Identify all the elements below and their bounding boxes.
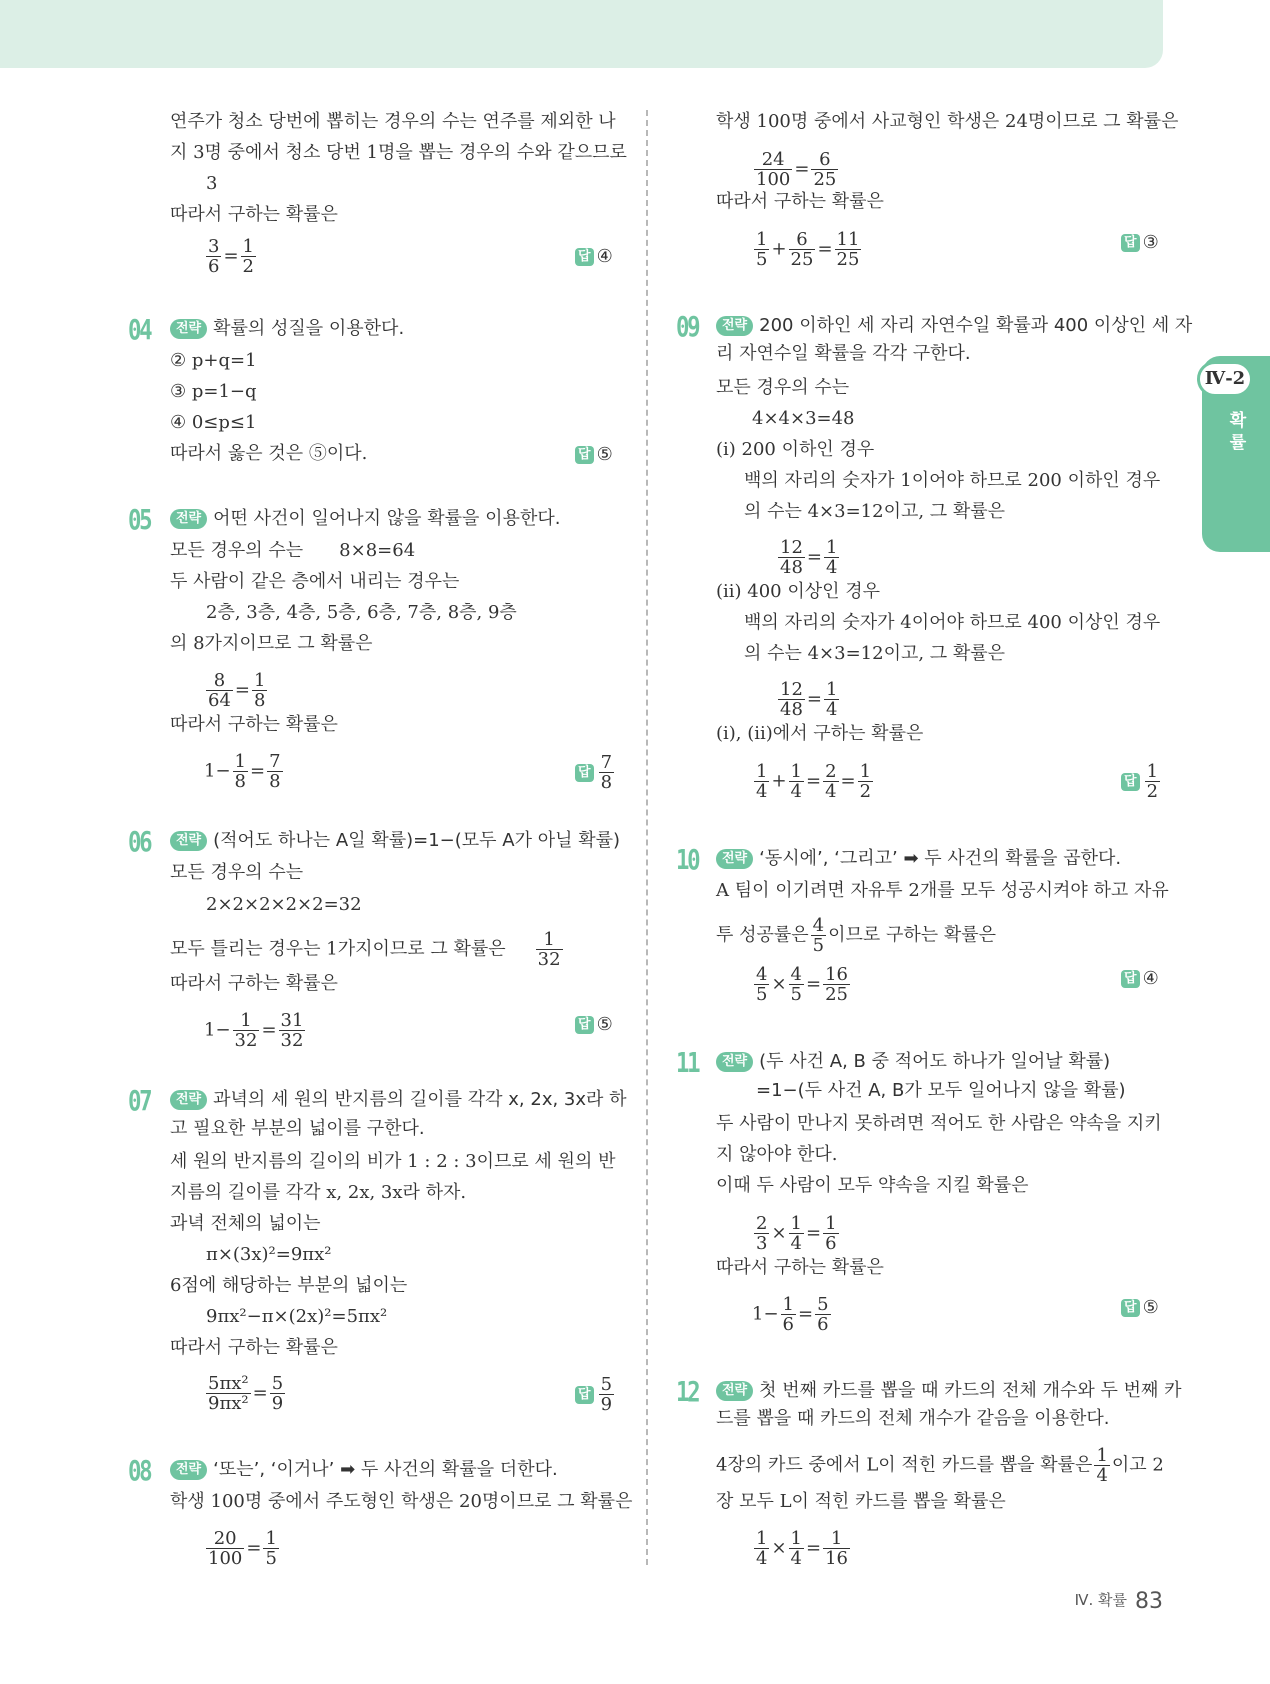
fraction: $\frac{1}{2}$ — [242, 236, 254, 277]
text-line: 따라서 옳은 것은 ⑤이다. — [170, 443, 368, 464]
strategy-line: 전략 첫 번째 카드를 뽑을 때 카드의 전체 개수와 두 번째 카 — [716, 1378, 1182, 1404]
answer — [575, 244, 613, 270]
text-line: 따라서 구하는 확률은 — [170, 204, 338, 225]
text-line: 세 원의 반지름의 길이의 비가 1 : 2 : 3이므로 세 원의 반 — [170, 1151, 616, 1172]
page-number: 83 — [1135, 1589, 1163, 1614]
text-line: 지 않아야 한다. — [716, 1144, 838, 1165]
strategy-badge: 전략 — [170, 319, 207, 339]
footer-section: Ⅳ. 확률 — [1074, 1591, 1127, 1609]
text-line: ④ 0≤p≤1 — [170, 412, 257, 433]
text-line: 의 수는 4×3=12이고, 그 확률은 — [744, 501, 1006, 522]
problem-number: 11 — [676, 1046, 699, 1079]
answer: 답 ⑤ — [575, 1012, 613, 1038]
text-line: 지름의 길이를 각각 x, 2x, 3x라 하자. — [170, 1182, 467, 1203]
equation: $\frac{24}{100}$ = $\frac{6}{25}$ — [756, 149, 837, 190]
text-line: (ⅰ), (ⅱ)에서 구하는 확률은 — [716, 723, 924, 744]
case-heading: (ⅰ) 200 이하인 경우 — [716, 439, 875, 460]
equation: 1− $\frac{1}{8}$ = $\frac{7}{8}$ — [204, 751, 281, 792]
answer: 답 ⑤ — [1121, 1295, 1159, 1321]
chapter-label: Ⅳ-2 — [1197, 361, 1253, 397]
text-line: A 팀이 이기려면 자유투 2개를 모두 성공시켜야 하고 자유 — [716, 880, 1169, 901]
equation: $\frac{\text{5πx²}}{\text{9πx²}}$ = $\frac{5}{9}$ — [208, 1373, 284, 1414]
equation: $\frac{2}{3}$ × $\frac{1}{4}$ = $\frac{1}{6}$ — [756, 1213, 837, 1254]
equation: $\frac{3}{6}$ = $\frac{1}{2}$ — [208, 236, 254, 277]
problem-number: 04 — [128, 313, 151, 346]
equation: 1− $\frac{1}{6}$ = $\frac{5}{6}$ — [752, 1294, 829, 1335]
strategy-line: 전략 ‘동시에’, ‘그리고’ ➡ 두 사건의 확률을 곱한다. — [716, 846, 1121, 872]
text-line: 모두 틀리는 경우는 1가지이므로 그 확률은 $\frac{1}{32}$ — [170, 929, 561, 970]
equation: $\frac{1}{5}$ + $\frac{6}{25}$ = $\frac{11}{25}$ — [756, 229, 860, 270]
text-line: π×(3x)²=9πx² — [206, 1244, 332, 1265]
equation: $\frac{12}{48}$ = $\frac{1}{4}$ — [780, 537, 838, 578]
text-line: 4×4×3=48 — [752, 408, 855, 429]
text-line: 지 3명 중에서 청소 당번 1명을 뽑는 경우의 수와 같으므로 — [170, 142, 627, 163]
text-line: 모든 경우의 수는 8×8=64 — [170, 540, 416, 561]
problem-number: 06 — [128, 825, 151, 858]
equation: $\frac{1}{4}$ + $\frac{1}{4}$ = $\frac{2}{4}$ = $\frac{1}{2}$ — [756, 761, 872, 802]
equation: 1− $\frac{1}{32}$ = $\frac{31}{32}$ — [204, 1010, 304, 1051]
text-line: 학생 100명 중에서 주도형인 학생은 20명이므로 그 확률은 — [170, 1491, 633, 1512]
text-line: 2층, 3층, 4층, 5층, 6층, 7층, 8층, 9층 — [206, 602, 517, 623]
problem-number: 10 — [676, 843, 699, 876]
topic-text: 확률 — [1229, 411, 1247, 453]
equation: $\frac{4}{5}$ × $\frac{4}{5}$ = $\frac{16}{25}$ — [756, 964, 848, 1005]
problem-number: 08 — [128, 1454, 151, 1487]
strategy-line: =1−(두 사건 A, B가 모두 일어나지 않을 확률) — [756, 1080, 1126, 1101]
strategy-line: 전략 ‘또는’, ‘이거나’ ➡ 두 사건의 확률을 더한다. — [170, 1457, 558, 1483]
answer-badge: 답 — [575, 248, 594, 266]
text-line: 3 — [206, 173, 218, 194]
answer: 답 $\frac{5}{9}$ — [575, 1375, 616, 1414]
topic-label — [1228, 410, 1248, 454]
problem-number: 05 — [128, 503, 151, 536]
text-line: 의 수는 4×3=12이고, 그 확률은 — [744, 643, 1006, 664]
answer: 답 ④ — [1121, 966, 1159, 992]
equation: $\frac{12}{48}$ = $\frac{1}{4}$ — [780, 679, 838, 720]
text-line: 따라서 구하는 확률은 — [170, 714, 338, 735]
text-line: 과녁 전체의 넓이는 — [170, 1213, 321, 1234]
header-band — [0, 0, 1163, 68]
problem-number: 07 — [128, 1084, 151, 1117]
text-line: 따라서 구하는 확률은 — [170, 1337, 338, 1358]
text-line: 투 성공률은 $\frac{4}{5}$ 이므로 구하는 확률은 — [716, 915, 997, 956]
answer: 답 $\frac{1}{2}$ — [1121, 762, 1162, 801]
problem-number: 09 — [676, 310, 699, 343]
strategy-line: 전략 어떤 사건이 일어나지 않을 확률을 이용한다. — [170, 506, 560, 532]
strategy-line: 전략 200 이하인 세 자리 자연수일 확률과 400 이상인 세 자 — [716, 313, 1192, 339]
strategy-line: 드를 뽑을 때 카드의 전체 개수가 같음을 이용한다. — [716, 1408, 1110, 1429]
text-line: 따라서 구하는 확률은 — [170, 973, 338, 994]
text-line: 모든 경우의 수는 — [170, 862, 304, 883]
equation: $\frac{8}{64}$ = $\frac{1}{8}$ — [208, 670, 266, 711]
equation: $\frac{20}{100}$ = $\frac{1}{5}$ — [208, 1528, 277, 1569]
text-line: 연주가 청소 당번에 뽑히는 경우의 수는 연주를 제외한 나 — [170, 111, 616, 132]
page-footer — [1075, 1589, 1163, 1614]
strategy-line: 전략 확률의 성질을 이용한다. — [170, 316, 404, 342]
answer: 답 ⑤ — [575, 442, 613, 468]
text-line: 4장의 카드 중에서 L이 적힌 카드를 뽑을 확률은 $\frac{1}{4}$ 이고 2 — [716, 1445, 1164, 1486]
text-line: ③ p=1−q — [170, 381, 257, 402]
text-line: 학생 100명 중에서 사교형인 학생은 24명이므로 그 확률은 — [716, 111, 1179, 132]
fraction: $\frac{3}{6}$ — [208, 236, 220, 277]
equation: $\frac{1}{4}$ × $\frac{1}{4}$ = $\frac{1}{16}$ — [756, 1528, 848, 1569]
text-line: 6점에 해당하는 부분의 넓이는 — [170, 1275, 408, 1296]
answer: 답 ③ — [1121, 230, 1159, 256]
strategy-line: 전략 (적어도 하나는 A일 확률)=1−(모두 A가 아닐 확률) — [170, 828, 620, 854]
problem-number: 12 — [676, 1375, 699, 1408]
text-line: 백의 자리의 숫자가 1이어야 하므로 200 이하인 경우 — [744, 470, 1161, 491]
text-line: 모든 경우의 수는 — [716, 377, 850, 398]
text-line: 9πx²−π×(2x)²=5πx² — [206, 1306, 388, 1327]
answer-value: ④ — [596, 246, 613, 267]
strategy-line: 전략 (두 사건 A, B 중 적어도 하나가 일어날 확률) — [716, 1049, 1110, 1075]
text-line: 장 모두 L이 적힌 카드를 뽑을 확률은 — [716, 1491, 1006, 1512]
text-line: 따라서 구하는 확률은 — [716, 191, 884, 212]
text-line: 의 8가지이므로 그 확률은 — [170, 633, 373, 654]
text-line: ② p+q=1 — [170, 350, 257, 371]
case-heading: (ⅱ) 400 이상인 경우 — [716, 581, 881, 602]
text-line: 두 사람이 같은 층에서 내리는 경우는 — [170, 571, 460, 592]
answer: 답 $\frac{7}{8}$ — [575, 753, 616, 792]
text-line: 이때 두 사람이 모두 약속을 지킬 확률은 — [716, 1175, 1029, 1196]
text-line: 2×2×2×2×2=32 — [206, 894, 362, 915]
strategy-line: 리 자연수일 확률을 각각 구한다. — [716, 343, 971, 364]
text-line: 두 사람이 만나지 못하려면 적어도 한 사람은 약속을 지키 — [716, 1113, 1162, 1134]
strategy-line: 전략 과녁의 세 원의 반지름의 길이를 각각 x, 2x, 3x라 하 — [170, 1087, 627, 1113]
strategy-line: 고 필요한 부분의 넓이를 구한다. — [170, 1118, 425, 1139]
text-line: 백의 자리의 숫자가 4이어야 하므로 400 이상인 경우 — [744, 612, 1161, 633]
text-line: 따라서 구하는 확률은 — [716, 1257, 884, 1278]
column-divider — [646, 110, 648, 1565]
